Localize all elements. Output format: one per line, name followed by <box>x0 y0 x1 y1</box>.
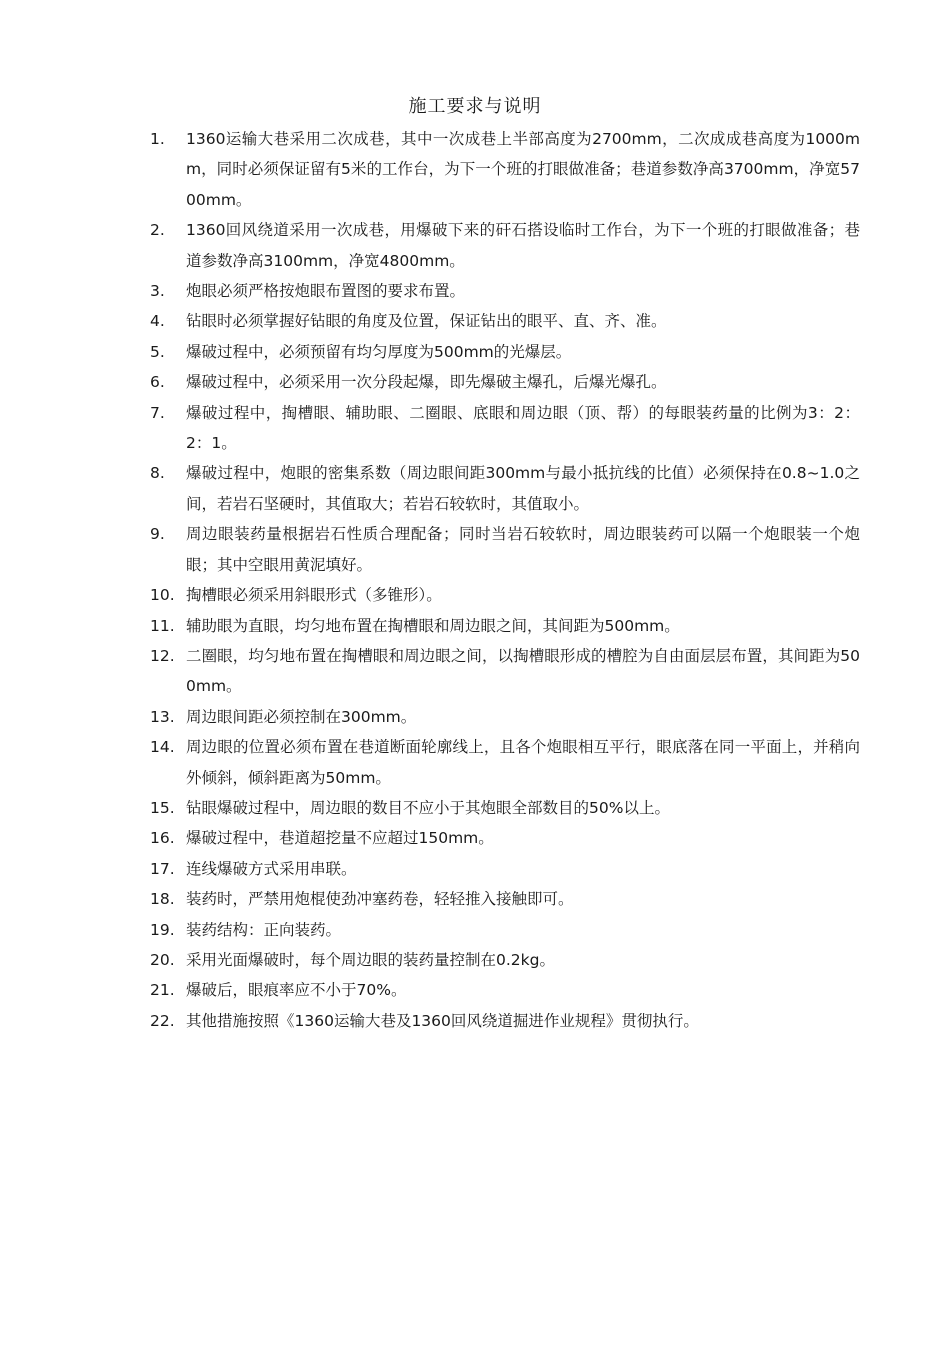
list-item <box>150 367 860 397</box>
item-number: 6. <box>150 373 165 392</box>
item-number: 1. <box>150 130 165 148</box>
item-number: 12. <box>150 646 175 665</box>
item-text: 爆破过程中，掏槽眼、辅助眼、二圈眼、底眼和周边眼（顶、帮）的每眼装药量的比例为3：2：2：1。 <box>186 403 860 453</box>
item-number: 20. <box>150 950 175 969</box>
item-text: 钻眼爆破过程中，周边眼的数目不应小于其炮眼全部数目的50%以上。 <box>186 798 670 817</box>
item-number: 3. <box>150 282 165 301</box>
item-text: 装药时，严禁用炮棍使劲冲塞药卷，轻轻推入接触即可。 <box>186 890 574 909</box>
list-item <box>150 945 860 975</box>
item-text: 爆破过程中，必须预留有均匀厚度为500mm的光爆层。 <box>186 342 572 361</box>
item-text: 连线爆破方式采用串联。 <box>186 859 357 878</box>
item-number: 10. <box>150 586 175 605</box>
item-text: 掏槽眼必须采用斜眼形式（多锥形）。 <box>186 586 442 605</box>
list-item <box>150 306 860 336</box>
item-text: 辅助眼为直眼，均匀地布置在掏槽眼和周边眼之间，其间距为500mm。 <box>186 616 680 635</box>
item-number: 5. <box>150 342 165 361</box>
list-item <box>150 793 860 823</box>
item-number: 18. <box>150 890 175 909</box>
item-text: 周边眼的位置必须布置在巷道断面轮廓线上，且各个炮眼相互平行，眼底落在同一平面上，并稍向外倾斜，倾斜距离为50mm。 <box>186 738 860 787</box>
list-item <box>150 915 860 945</box>
item-text: 爆破后，眼痕率应不小于70%。 <box>186 981 407 1000</box>
item-text: 1360运输大巷采用二次成巷，其中一次成巷上半部高度为2700mm，二次成成巷高度为1000mm，同时必须保证留有5米的工作台，为下一个班的打眼做准备；巷道参数净高3700mm，净宽5700mm。 <box>186 130 860 209</box>
list-item <box>150 1006 860 1036</box>
item-number: 15. <box>150 798 175 817</box>
list-item <box>150 823 860 853</box>
item-number: 21. <box>150 981 175 1000</box>
list-item <box>150 975 860 1005</box>
item-number: 4. <box>150 312 165 331</box>
list-item <box>150 732 860 793</box>
item-text: 装药结构：正向装药。 <box>186 920 342 939</box>
list-item <box>150 276 860 306</box>
item-number: 22. <box>150 1011 175 1030</box>
item-number: 16. <box>150 829 175 848</box>
item-number: 11. <box>150 616 175 635</box>
item-text: 周边眼装药量根据岩石性质合理配备；同时当岩石较软时，周边眼装药可以隔一个炮眼装一个炮眼；其中空眼用黄泥填好。 <box>186 525 860 574</box>
list-item <box>150 337 860 367</box>
item-text: 周边眼间距必须控制在300mm。 <box>186 707 417 726</box>
list-item <box>150 611 860 641</box>
list-item <box>150 641 860 702</box>
item-number: 14. <box>150 738 175 757</box>
item-text: 爆破过程中，巷道超挖量不应超过150mm。 <box>186 829 494 848</box>
item-text: 钻眼时必须掌握好钻眼的角度及位置，保证钻出的眼平、直、齐、准。 <box>186 312 667 331</box>
list-item <box>150 884 860 914</box>
item-text: 爆破过程中，炮眼的密集系数（周边眼间距300mm与最小抵抗线的比值）必须保持在0.8~1.0之间，若岩石坚硬时，其值取大；若岩石较软时，其值取小。 <box>186 464 860 513</box>
list-item <box>150 854 860 884</box>
item-number: 17. <box>150 859 175 878</box>
item-number: 19. <box>150 920 175 939</box>
list-item <box>150 519 860 580</box>
item-number: 9. <box>150 525 165 544</box>
item-text: 二圈眼，均匀地布置在掏槽眼和周边眼之间，以掏槽眼形成的槽腔为自由面层层布置，其间距为500mm。 <box>186 646 860 696</box>
list-item <box>150 124 860 215</box>
item-number: 8. <box>150 464 165 483</box>
list-item <box>150 580 860 610</box>
document-title: 施工要求与说明 <box>408 96 542 117</box>
list-item <box>150 215 860 276</box>
item-text: 炮眼必须严格按炮眼布置图的要求布置。 <box>186 282 466 301</box>
list-item <box>150 702 860 732</box>
list-item <box>150 398 860 459</box>
item-text: 其他措施按照《1360运输大巷及1360回风绕道掘进作业规程》贯彻执行。 <box>186 1011 699 1030</box>
list-item <box>150 458 860 519</box>
requirements-list <box>150 124 860 1036</box>
item-number: 13. <box>150 707 175 726</box>
item-number: 2. <box>150 221 165 240</box>
item-text: 爆破过程中，必须采用一次分段起爆，即先爆破主爆孔，后爆光爆孔。 <box>186 373 667 392</box>
item-text: 采用光面爆破时，每个周边眼的装药量控制在0.2kg。 <box>186 950 555 969</box>
item-number: 7. <box>150 403 165 422</box>
item-text: 1360回风绕道采用一次成巷，用爆破下来的矸石搭设临时工作台，为下一个班的打眼做准备；巷道参数净高3100mm，净宽4800mm。 <box>186 221 860 270</box>
